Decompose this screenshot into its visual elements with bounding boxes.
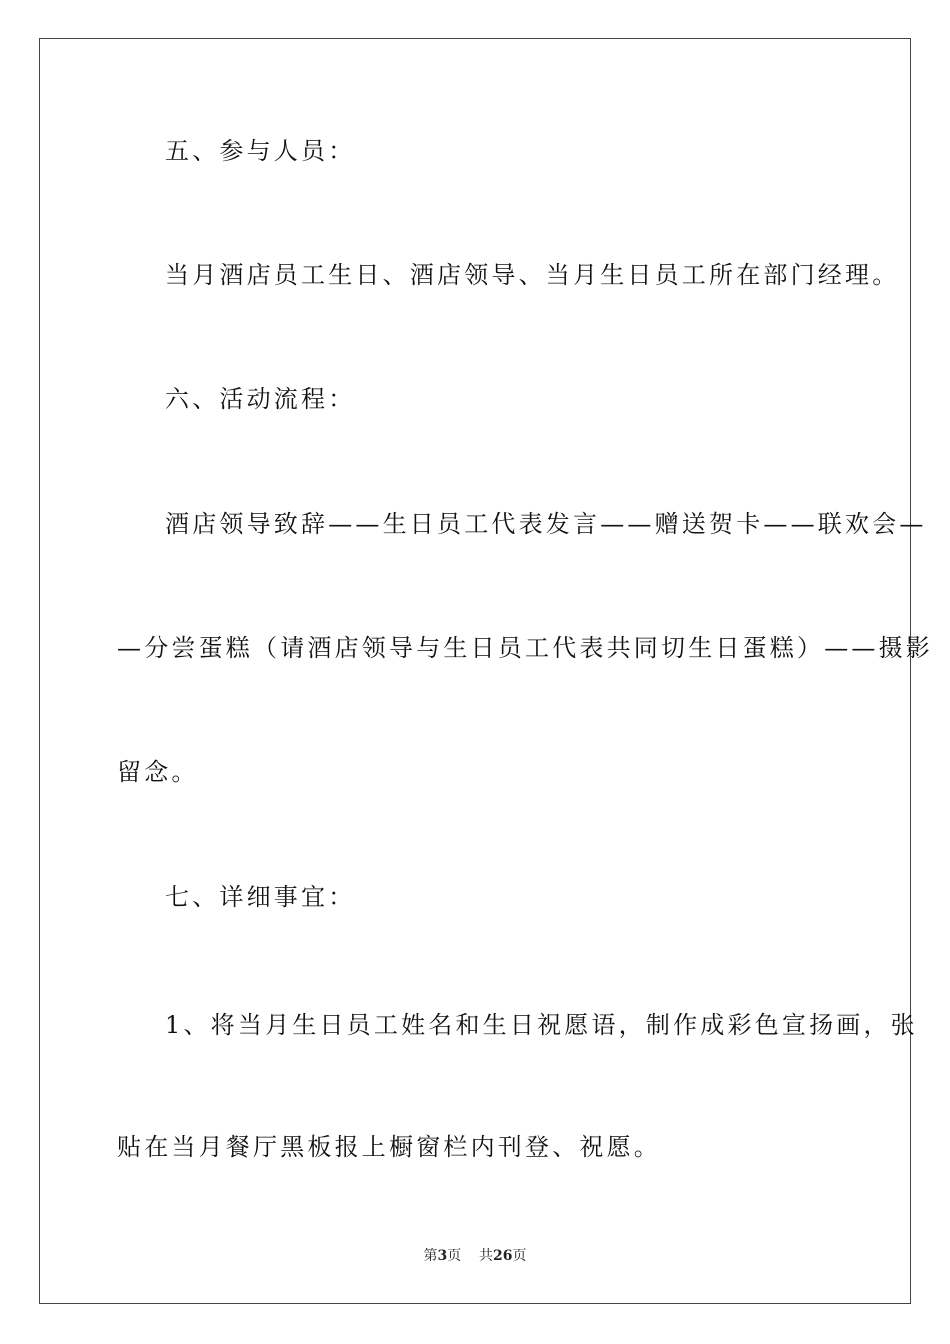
paragraph-participants: 当月酒店员工生日、酒店领导、当月生日员工所在部门经理。 (165, 261, 900, 289)
paragraph-details-line-2: 贴在当月餐厅黑板报上橱窗栏内刊登、祝愿。 (117, 1133, 661, 1161)
paragraph-process-line-1: 酒店领导致辞——生日员工代表发言——赠送贺卡——联欢会— (165, 510, 927, 538)
footer-current-page: 3 (437, 1248, 448, 1264)
footer-total-pages: 26 (493, 1248, 513, 1264)
page-border (39, 38, 933, 1304)
footer-prefix: 第 (423, 1248, 438, 1264)
page-footer (0, 1247, 950, 1265)
footer-total-prefix: 共 (479, 1248, 494, 1264)
section-heading-participants: 五、参与人员： (165, 137, 356, 165)
paragraph-process-line-3: 留念。 (117, 758, 199, 786)
paragraph-details-line-1: 1、将当月生日员工姓名和生日祝愿语，制作成彩色宣扬画，张 (165, 1011, 918, 1039)
paragraph-process-line-2: —分尝蛋糕（请酒店领导与生日员工代表共同切生日蛋糕）——摄影 (117, 634, 933, 662)
footer-page-unit: 页 (447, 1248, 462, 1264)
section-heading-process: 六、活动流程： (165, 385, 356, 413)
section-heading-details: 七、详细事宜： (165, 883, 356, 911)
footer-total-unit: 页 (512, 1248, 527, 1264)
